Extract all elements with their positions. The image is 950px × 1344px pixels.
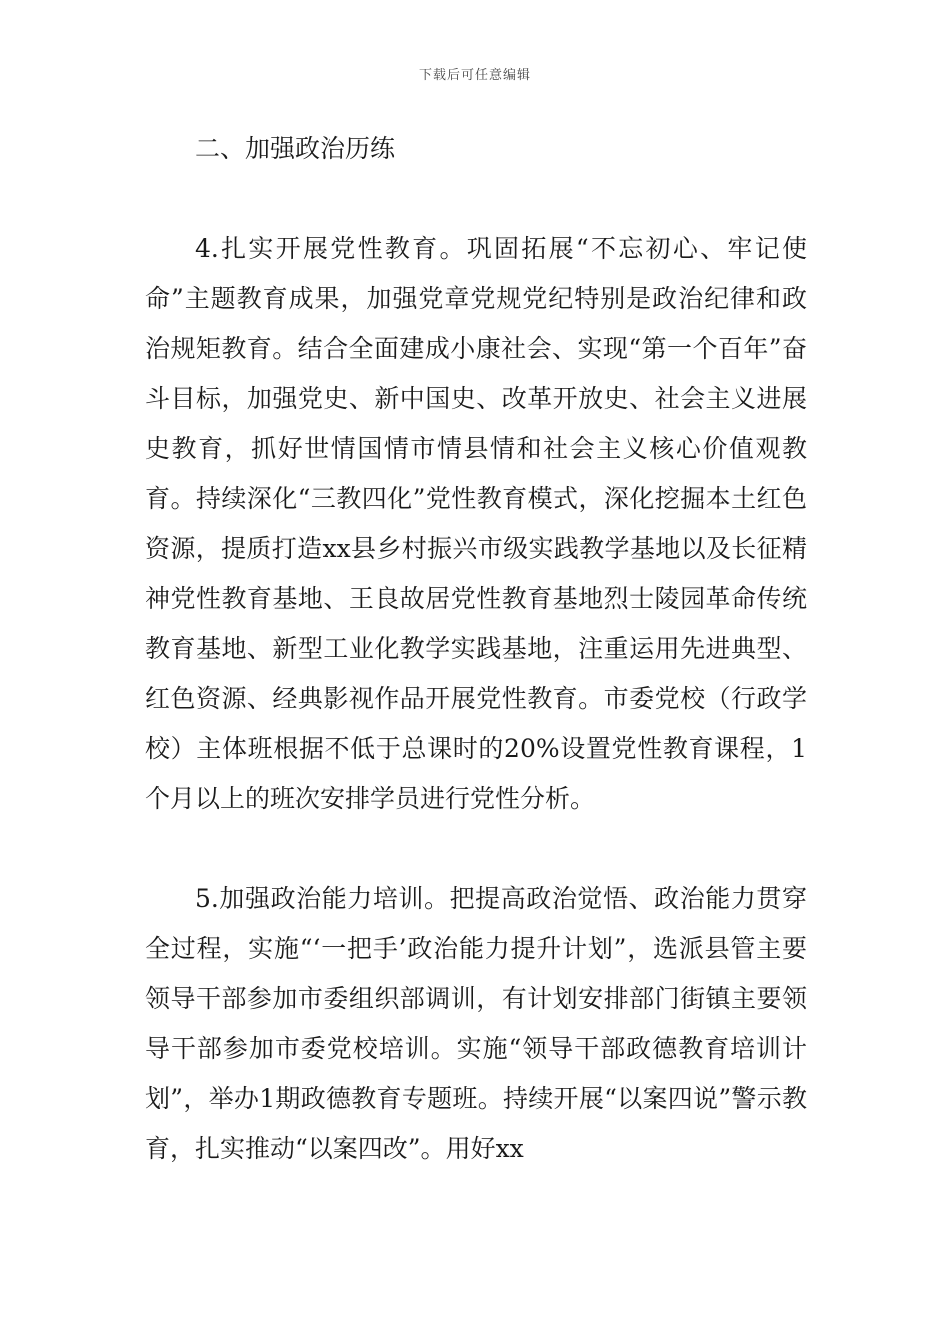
header-note: 下载后可任意编辑 [418, 68, 531, 83]
paragraph-4: 4.扎实开展党性教育。巩固拓展“不忘初心、牢记使命”主题教育成果，加强党章党规党纪特别是政治纪律和政治规矩教育。结合全面建成小康社会、实现“第一个百年”奋斗目标，加强党史、新中国史、改革开放史、社会主义进展史教育，抓好世情国情市情县情和社会主义核心价值观教育。持续深化“三教四化”党性教育模式，深化挖掘本土红色资源，提质打造xx县乡村振兴市级实践教学基地以及长征精神党性教育基地、王良故居党性教育基地烈士陵园革命传统教育基地、新型工业化教学实践基地，注重运用先进典型、红色资源、经典影视作品开展党性教育。市委党校（行政学校）主体班根据不低于总课时的20%设置党性教育课程，1个月以上的班次安排学员进行党性分析。 [145, 234, 807, 813]
paragraph-5: 5.加强政治能力培训。把提高政治觉悟、政治能力贯穿全过程，实施“‘一把手’政治能力提升计划”，选派县管主要领导干部参加市委组织部调训，有计划安排部门街镇主要领导干部参加市委党校培训。实施“领导干部政德教育培训计划”，举办1期政德教育专题班。持续开展“以案四说”警示教育，扎实推动“以案四改”。用好xx [145, 884, 807, 1163]
document-body [145, 124, 807, 1174]
spacer [145, 824, 807, 874]
section-heading: 二、加强政治历练 [195, 134, 396, 163]
spacer [145, 174, 807, 224]
